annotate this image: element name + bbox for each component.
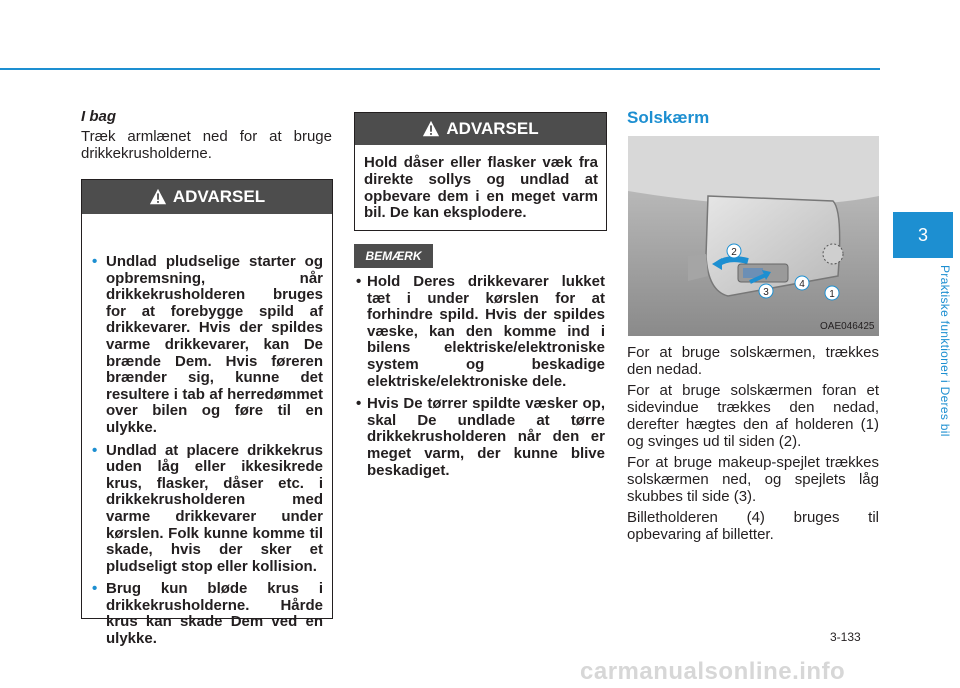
section-title-solskaerm: Solskærm xyxy=(627,108,710,127)
warning-item-text: Undlad at placere drikkekrus uden låg eller ikkesikrede krus, flasker, dåser etc. i drikkekrusholderen med varme drikkevarer under kørslen. Folk kunne komme til skade, hvis der sker et pludseligt stop eller kollision. xyxy=(106,441,323,575)
warning-title: ADVARSEL xyxy=(446,119,539,138)
subheading-i-bag: I bag xyxy=(81,108,117,125)
page-number: 3-133 xyxy=(830,630,861,644)
solskaerm-text xyxy=(627,344,879,547)
svg-text:4: 4 xyxy=(799,279,805,290)
note-tag: BEMÆRK xyxy=(354,244,433,268)
warning-header xyxy=(355,113,606,145)
note-item-text: Hold Deres drikkevarer lukket tæt i under kørslen for at forhindre spild. Hvis der spildes væske, kan den komme ind i bilens elektriske/elektroniske system og beskadige elektriske/elektroniske dele. xyxy=(367,273,605,390)
callout-2 xyxy=(727,244,741,258)
bullet-icon: • xyxy=(92,253,98,270)
paragraph: For at bruge solskærmen foran et sidevindue trækkes den nedad, derefter hægtes den af holderen (1) og svinges ud til siden (2). xyxy=(627,382,879,450)
paragraph: Billetholderen (4) bruges til opbevaring af billetter. xyxy=(627,509,879,543)
paragraph: For at bruge makeup-spejlet trækkes solskærmen ned, og spejlets låg skubbes til side (3). xyxy=(627,454,879,505)
chapter-title: Praktiske funktioner i Deres bil xyxy=(938,265,952,437)
svg-text:1: 1 xyxy=(829,289,835,300)
header-rule xyxy=(0,68,880,70)
figure-code: OAE046425 xyxy=(820,321,875,332)
callout-1 xyxy=(825,286,839,300)
bullet-icon: • xyxy=(356,273,362,290)
warning-list xyxy=(82,214,332,648)
note-item xyxy=(356,396,605,479)
intro-paragraph: Træk armlænet ned for at bruge drikkekrusholderne. xyxy=(81,128,332,162)
callout-3 xyxy=(759,284,773,298)
watermark: carmanualsonline.info xyxy=(580,658,846,685)
warning-item-text: Brug kun bløde krus i drikkekrusholderne. Hårde krus kan skade Dem ved en ulykke. xyxy=(106,580,323,648)
note-item xyxy=(356,274,605,390)
warning-triangle-icon xyxy=(149,188,167,206)
bullet-icon: • xyxy=(356,395,362,413)
callout-4 xyxy=(795,276,809,290)
warning-text: Hold dåser eller flasker væk fra direkte sollys og undlad at opbevare dem i en meget varm bil. De kan eksplodere. xyxy=(364,154,598,222)
warning-header xyxy=(82,180,332,214)
svg-text:2: 2 xyxy=(731,247,737,258)
warning-item xyxy=(92,443,323,576)
paragraph: For at bruge solskærmen, trækkes den nedad. xyxy=(627,344,879,378)
warning-item xyxy=(92,581,323,647)
bullet-icon: • xyxy=(92,580,98,598)
bullet-icon: • xyxy=(92,441,98,459)
warning-item-text: Undlad pludselige starter og opbremsning, når drikkekrusholderen bruges for at forebygge spild af drikkevarer. Hvis der spildes varme drikkevarer, kan De brænde Dem. Hvis føreren brænder sig, kunne det resultere i tab af herredømmet over bilen og føre til en ulykke. xyxy=(106,253,323,436)
warning-triangle-icon xyxy=(422,120,440,138)
svg-text:3: 3 xyxy=(763,287,769,298)
warning-box-cupholder xyxy=(81,179,333,648)
sun-visor-illustration xyxy=(628,136,879,336)
chapter-tab: 3 xyxy=(893,212,953,258)
note-list xyxy=(356,274,605,485)
warning-item xyxy=(92,254,323,437)
warning-box-bottles xyxy=(354,112,607,231)
note-item-text: Hvis De tørrer spildte væsker op, skal De undlade at tørre drikkekrusholderen når den er meget varm, der kunne blive beskadiget. xyxy=(367,395,605,479)
warning-title: ADVARSEL xyxy=(172,187,266,206)
